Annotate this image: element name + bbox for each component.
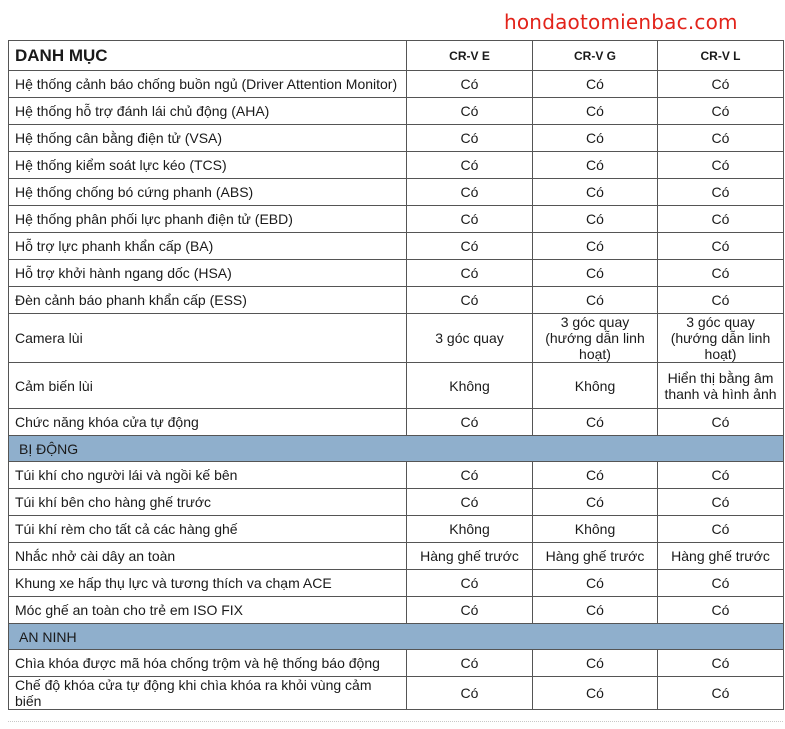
feature-value: Có (658, 489, 784, 516)
feature-value: Hiển thị bằng âm thanh và hình ảnh (658, 363, 784, 409)
feature-value: 3 góc quay (hướng dẫn linh hoạt) (533, 314, 658, 363)
feature-value: Có (533, 650, 658, 677)
feature-value: Có (407, 125, 533, 152)
feature-label: Hệ thống phân phối lực phanh điện tử (EBD) (9, 206, 407, 233)
feature-label: Túi khí cho người lái và ngồi kế bên (9, 462, 407, 489)
feature-label: Túi khí bên cho hàng ghế trước (9, 489, 407, 516)
feature-value: Có (407, 152, 533, 179)
site-watermark: hondaotomienbac.com (504, 10, 738, 34)
feature-value: Có (533, 206, 658, 233)
feature-value: Có (407, 71, 533, 98)
table-row (9, 71, 784, 98)
feature-value: Có (407, 260, 533, 287)
feature-value: Có (407, 233, 533, 260)
feature-value: Có (533, 179, 658, 206)
feature-label: Chức năng khóa cửa tự động (9, 409, 407, 436)
feature-value: Có (658, 152, 784, 179)
feature-value: Có (658, 179, 784, 206)
table-row (9, 233, 784, 260)
feature-value: Có (407, 462, 533, 489)
bottom-divider (8, 721, 783, 722)
feature-value: Có (407, 206, 533, 233)
feature-label: Nhắc nhở cài dây an toàn (9, 543, 407, 570)
feature-value: Không (407, 363, 533, 409)
feature-value: Có (658, 462, 784, 489)
feature-value: Có (658, 409, 784, 436)
table-row (9, 206, 784, 233)
feature-value: Có (658, 677, 784, 710)
feature-label: Túi khí rèm cho tất cả các hàng ghế (9, 516, 407, 543)
section-row (9, 624, 784, 650)
feature-value: Có (407, 650, 533, 677)
table-row (9, 409, 784, 436)
feature-value: Hàng ghế trước (407, 543, 533, 570)
feature-value: Có (407, 179, 533, 206)
table-row (9, 287, 784, 314)
feature-value: Có (658, 233, 784, 260)
feature-value: Có (658, 597, 784, 624)
feature-label: Hệ thống chống bó cứng phanh (ABS) (9, 179, 407, 206)
feature-value: Có (407, 677, 533, 710)
feature-value: Có (658, 287, 784, 314)
feature-value: Có (658, 71, 784, 98)
feature-value: Có (533, 98, 658, 125)
table-row (9, 570, 784, 597)
feature-label: Hỗ trợ lực phanh khẩn cấp (BA) (9, 233, 407, 260)
feature-value: Có (407, 287, 533, 314)
feature-label: Hệ thống cân bằng điện tử (VSA) (9, 125, 407, 152)
feature-label: Camera lùi (9, 314, 407, 363)
feature-label: Đèn cảnh báo phanh khẩn cấp (ESS) (9, 287, 407, 314)
feature-value: Có (658, 260, 784, 287)
feature-value: Không (533, 363, 658, 409)
section-title: AN NINH (9, 624, 784, 650)
feature-label: Hệ thống hỗ trợ đánh lái chủ động (AHA) (9, 98, 407, 125)
model-header-g: CR-V G (533, 41, 658, 71)
feature-value: Có (533, 462, 658, 489)
table-row (9, 677, 784, 710)
spec-table-body (9, 71, 784, 710)
feature-value: Có (658, 570, 784, 597)
section-title: BỊ ĐỘNG (9, 436, 784, 462)
feature-label: Cảm biến lùi (9, 363, 407, 409)
feature-value: Có (658, 125, 784, 152)
feature-value: Có (533, 287, 658, 314)
table-row (9, 179, 784, 206)
feature-label: Khung xe hấp thụ lực và tương thích va chạm ACE (9, 570, 407, 597)
feature-value: Không (533, 516, 658, 543)
feature-label: Hỗ trợ khởi hành ngang dốc (HSA) (9, 260, 407, 287)
feature-value: Có (533, 260, 658, 287)
feature-value: Có (658, 98, 784, 125)
feature-label: Chế độ khóa cửa tự động khi chìa khóa ra khỏi vùng cảm biến (9, 677, 407, 710)
feature-value: Có (533, 570, 658, 597)
feature-value: Có (407, 489, 533, 516)
table-row (9, 489, 784, 516)
feature-label: Hệ thống kiểm soát lực kéo (TCS) (9, 152, 407, 179)
table-row (9, 314, 784, 363)
category-header: DANH MỤC (9, 41, 407, 71)
feature-label: Hệ thống cảnh báo chống buồn ngủ (Driver Attention Monitor) (9, 71, 407, 98)
feature-value: Có (407, 597, 533, 624)
model-header-l: CR-V L (658, 41, 784, 71)
table-row (9, 462, 784, 489)
feature-value: Có (533, 409, 658, 436)
table-header-row (9, 41, 784, 71)
feature-value: Có (658, 650, 784, 677)
feature-value: Có (407, 570, 533, 597)
table-row (9, 98, 784, 125)
table-row (9, 516, 784, 543)
feature-value: Có (658, 206, 784, 233)
feature-value: Hàng ghế trước (533, 543, 658, 570)
feature-label: Móc ghế an toàn cho trẻ em ISO FIX (9, 597, 407, 624)
feature-value: Có (533, 597, 658, 624)
feature-value: Có (533, 71, 658, 98)
feature-value: Có (658, 516, 784, 543)
table-row (9, 260, 784, 287)
feature-value: Có (533, 489, 658, 516)
table-row (9, 543, 784, 570)
feature-value: Có (533, 125, 658, 152)
feature-value: Có (533, 677, 658, 710)
feature-value: 3 góc quay (hướng dẫn linh hoạt) (658, 314, 784, 363)
feature-value: Có (533, 152, 658, 179)
table-row (9, 125, 784, 152)
section-row (9, 436, 784, 462)
feature-label: Chìa khóa được mã hóa chống trộm và hệ thống báo động (9, 650, 407, 677)
table-row (9, 650, 784, 677)
table-row (9, 363, 784, 409)
feature-value: Có (407, 409, 533, 436)
feature-value: Không (407, 516, 533, 543)
feature-value: Có (533, 233, 658, 260)
table-row (9, 597, 784, 624)
model-header-e: CR-V E (407, 41, 533, 71)
spec-table (8, 40, 784, 710)
feature-value: 3 góc quay (407, 314, 533, 363)
table-row (9, 152, 784, 179)
feature-value: Hàng ghế trước (658, 543, 784, 570)
feature-value: Có (407, 98, 533, 125)
